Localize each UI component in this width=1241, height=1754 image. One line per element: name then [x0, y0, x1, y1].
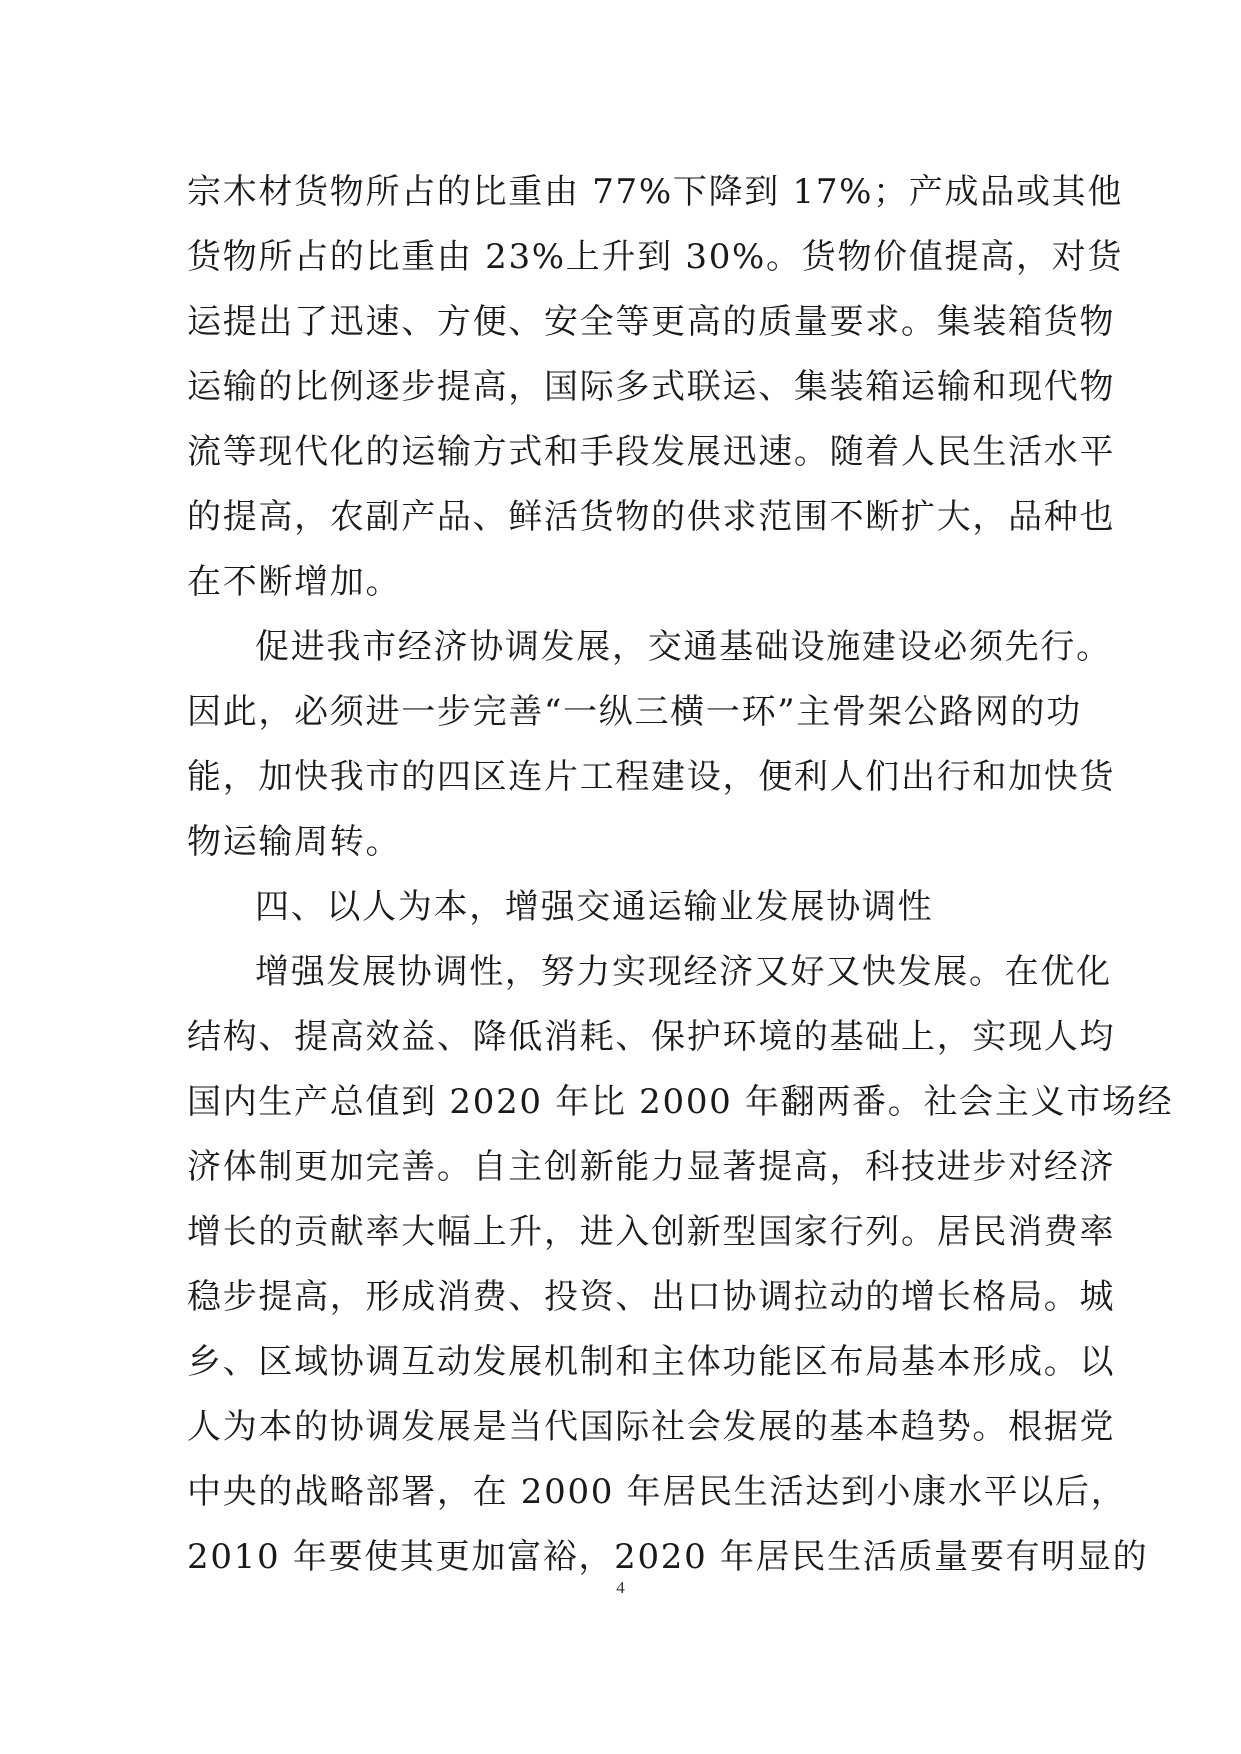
- text-line: 运输的比例逐步提高，国际多式联运、集装箱运输和现代物: [187, 367, 1116, 407]
- text-line: 宗木材货物所占的比重由 77%下降到 17%；产成品或其他: [187, 172, 1124, 212]
- text-line: 货物所占的比重由 23%上升到 30%。货物价值提高，对货: [187, 237, 1124, 277]
- text-line: 物运输周转。: [187, 822, 402, 862]
- text-line: 增强发展协调性，努力实现经济又好又快发展。在优化: [255, 952, 1112, 992]
- text-line: 流等现代化的运输方式和手段发展迅速。随着人民生活水平: [187, 432, 1116, 472]
- text-line: 2010 年要使其更加富裕，2020 年居民生活质量要有明显的: [187, 1537, 1149, 1577]
- text-line: 运提出了迅速、方便、安全等更高的质量要求。集装箱货物: [187, 302, 1116, 342]
- text-line: 中央的战略部署，在 2000 年居民生活达到小康水平以后，: [187, 1472, 1127, 1512]
- text-line: 促进我市经济协调发展，交通基础设施建设必须先行。: [255, 627, 1112, 667]
- text-line: 济体制更加完善。自主创新能力显著提高，科技进步对经济: [187, 1147, 1116, 1187]
- text-line: 结构、提高效益、降低消耗、保护环境的基础上，实现人均: [187, 1017, 1116, 1057]
- text-line: 乡、区域协调互动发展机制和主体功能区布局基本形成。以: [187, 1342, 1116, 1382]
- text-line: 因此，必须进一步完善“一纵三横一环”主骨架公路网的功: [187, 692, 1082, 732]
- page-number: 4: [616, 1578, 625, 1597]
- text-line: 人为本的协调发展是当代国际社会发展的基本趋势。根据党: [187, 1407, 1116, 1447]
- section-heading: 四、以人为本，增强交通运输业发展协调性: [255, 887, 934, 927]
- text-line: 的提高，农副产品、鲜活货物的供求范围不断扩大，品种也: [187, 497, 1116, 537]
- text-line: 国内生产总值到 2020 年比 2000 年翻两番。社会主义市场经: [187, 1082, 1174, 1122]
- text-line: 增长的贡献率大幅上升，进入创新型国家行列。居民消费率: [187, 1212, 1116, 1252]
- body-text: [187, 160, 1174, 1590]
- text-line: 能，加快我市的四区连片工程建设，便利人们出行和加快货: [187, 757, 1116, 797]
- text-line: 稳步提高，形成消费、投资、出口协调拉动的增长格局。城: [187, 1277, 1116, 1317]
- text-line: 在不断增加。: [187, 562, 402, 602]
